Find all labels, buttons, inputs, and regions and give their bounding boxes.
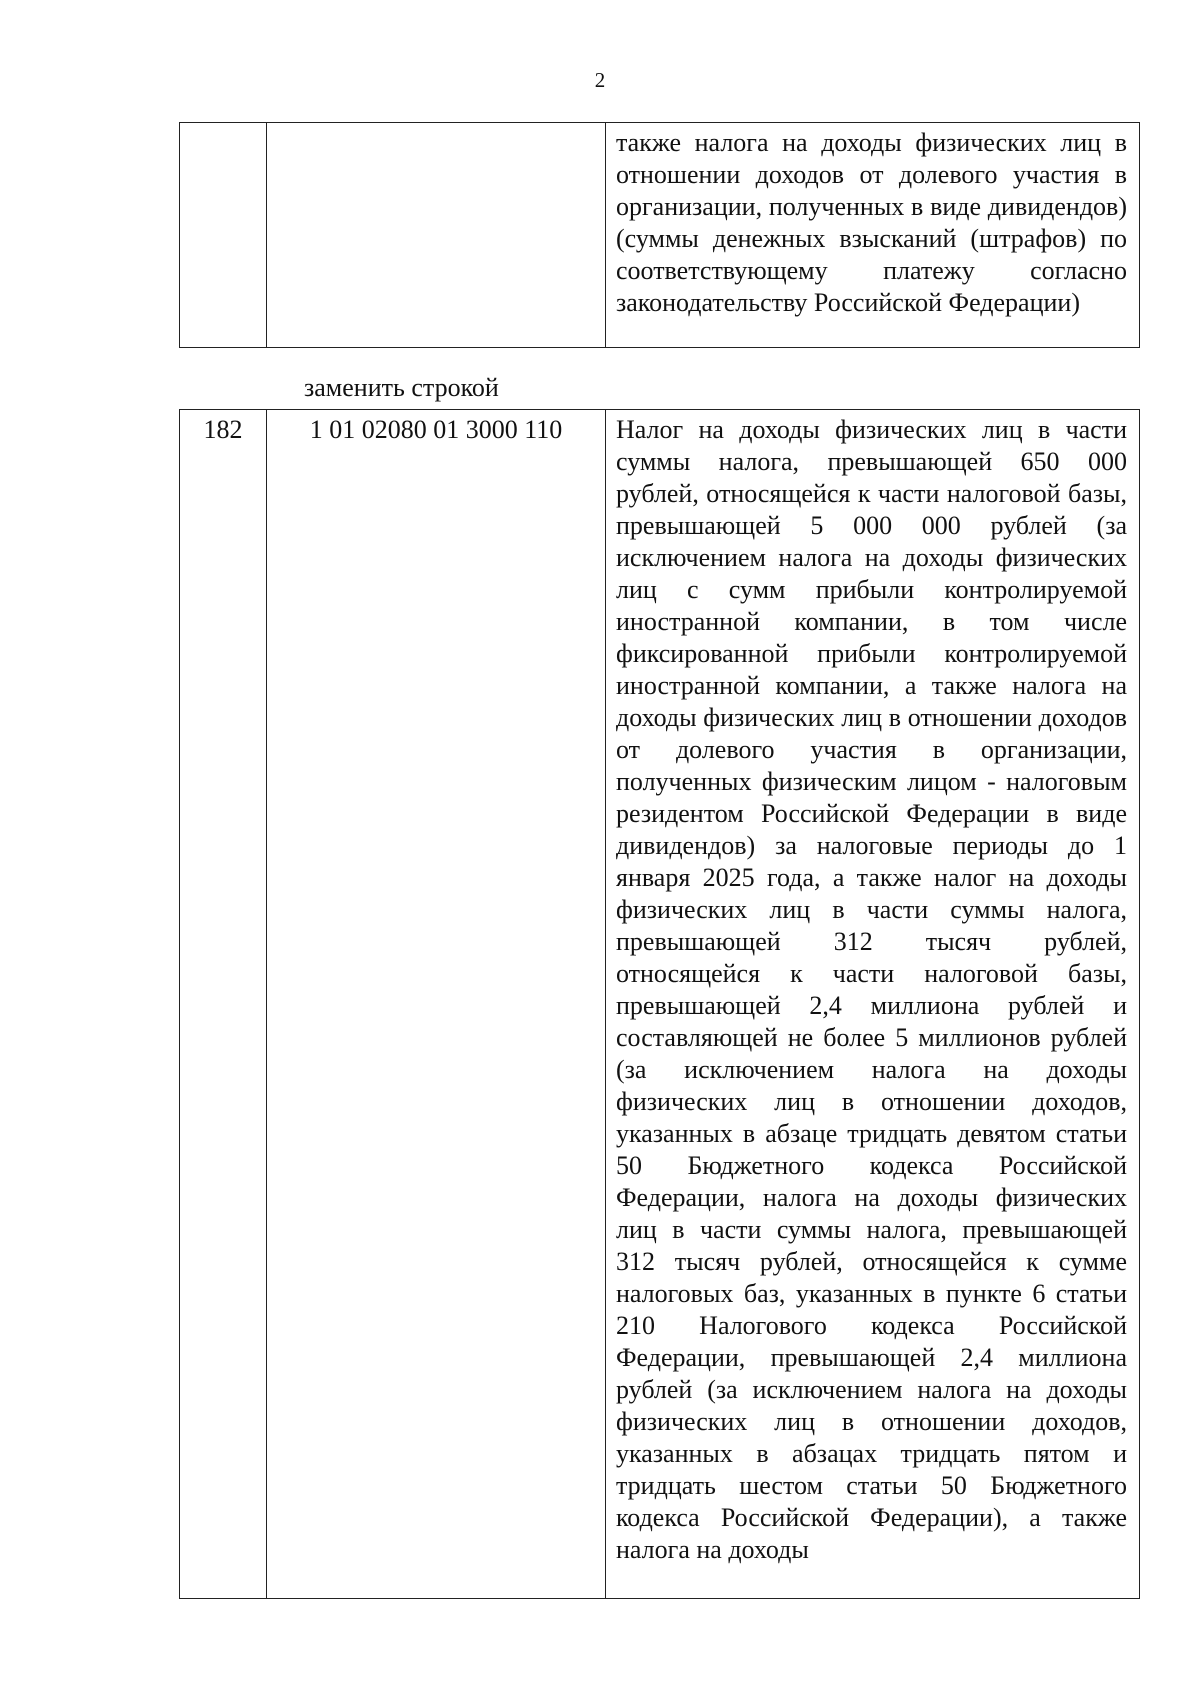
replacement-row-table	[179, 409, 1140, 1599]
code-cell	[180, 410, 267, 1599]
previous-row-table	[179, 122, 1140, 348]
description-text: Налог на доходы физических лиц в части суммы налога, превышающей 650 000 рублей, относящейся к части налоговой базы, превышающей 5 000 000 рублей (за исключением налога на доходы физических лиц с сумм прибыли контролируемой иностранной компании, в том числе фиксированной прибыли контролируемой иностранной компании, а также налога на доходы физических лиц в отношении доходов от долевого участия в организации, полученных физическим лицом - налоговым резидентом Российской Федерации в виде дивидендов) за налоговые периоды до 1 января 2025 года, а также налог на доходы физических лиц в части суммы налога, превышающей 312 тысяч рублей, относящейся к части налоговой базы, превышающей 2,4 миллиона рублей и составляющей не более 5 миллионов рублей (за исключением налога на доходы физических лиц в отношении доходов, указанных в абзаце тридцать девятом статьи 50 Бюджетного кодекса Российской Федерации, налога на доходы физических лиц в части суммы налога, превышающей 312 тысяч рублей, относящейся к сумме налоговых баз, указанных в пункте 6 статьи 210 Налогового кодекса Российской Федерации, превышающей 2,4 миллиона рублей (за исключением налога на доходы физических лиц в отношении доходов, указанных в абзацах тридцать пятом и тридцать шестом статьи 50 Бюджетного кодекса Российской Федерации), а также налога на доходы	[616, 415, 1127, 1564]
kbk-code: 1 01 02080 01 3000 110	[309, 415, 563, 444]
page-number: 2	[594, 68, 606, 92]
description-text: также налога на доходы физических лиц в отношении доходов от долевого участия в организации, полученных в виде дивидендов) (суммы денежных взысканий (штрафов) по соответствующему платежу согласно законодательству Российской Федерации)	[616, 128, 1127, 317]
replace-instruction: заменить строкой	[304, 373, 499, 402]
code-cell	[180, 123, 267, 348]
kbk-cell	[267, 410, 606, 1599]
table-row	[180, 410, 1140, 1599]
description-cell	[606, 123, 1140, 348]
kbk-cell	[267, 123, 606, 348]
table-row	[180, 123, 1140, 348]
description-cell	[606, 410, 1140, 1599]
admin-code: 182	[203, 415, 243, 444]
